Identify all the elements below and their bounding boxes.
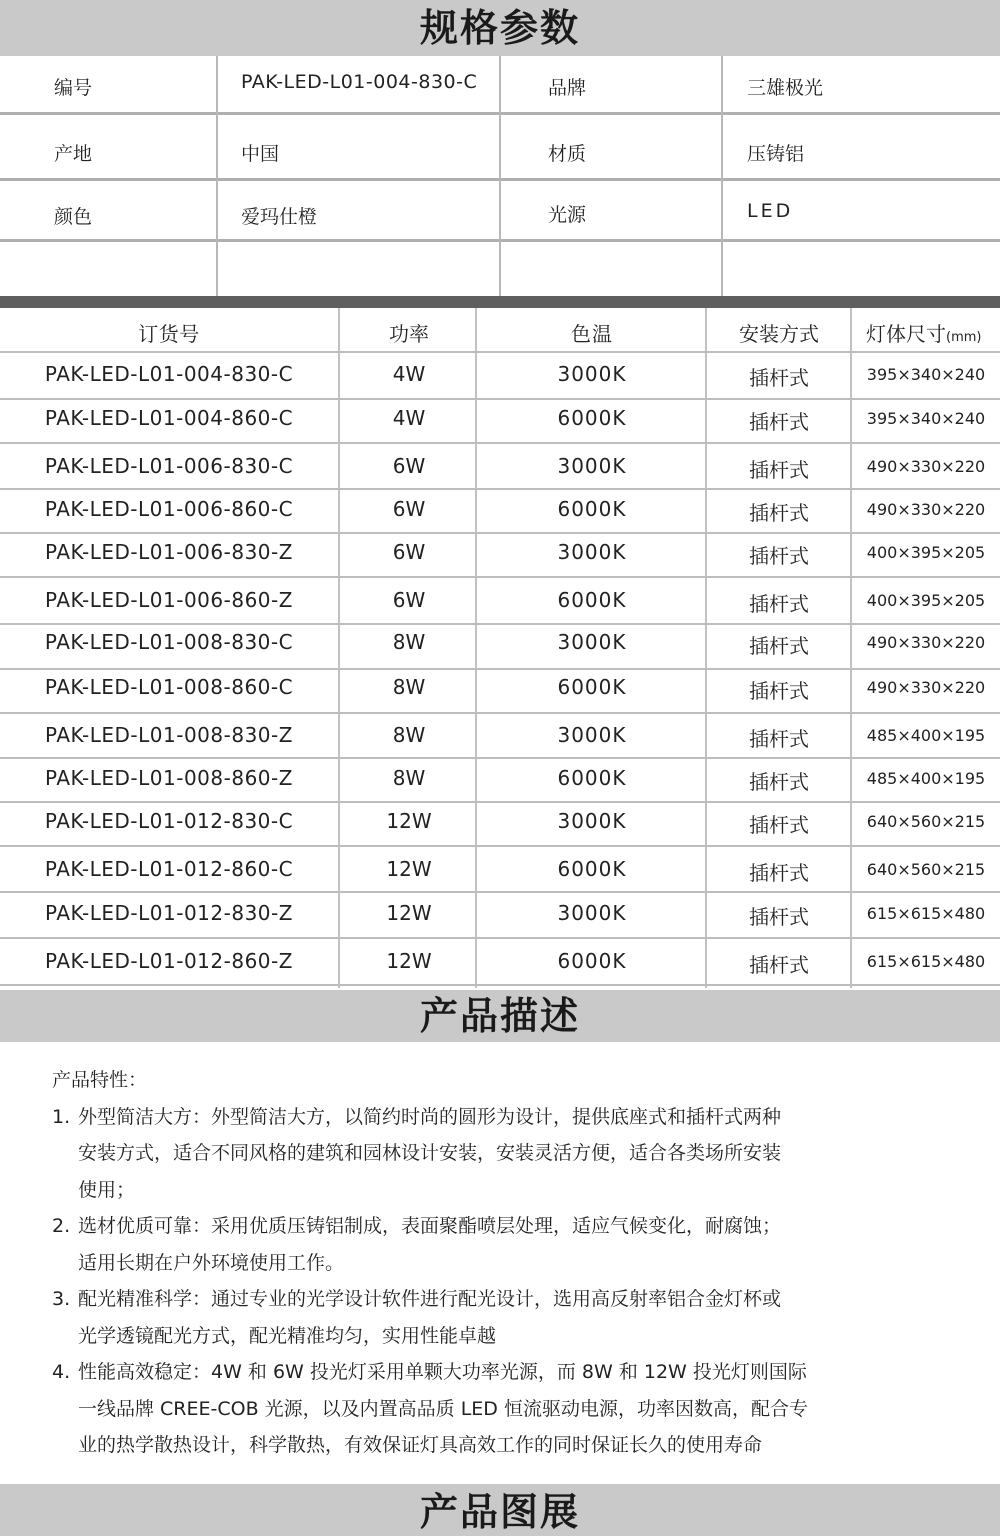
cell-size: 490×330×220 [866,500,986,519]
cell-power: 8W [392,675,426,699]
cell-cct: 3000K [557,454,627,478]
cell-power: 6W [392,588,426,612]
grid-line [0,984,1000,986]
feature-line: 安装方式，适合不同风格的建筑和园林设计安装，安装灵活方便，适合各类场所安装 [78,1142,782,1164]
feature-number: 3. [52,1288,71,1310]
feature-number: 1. [52,1105,71,1128]
header-install: 安装方式 [739,322,819,346]
grid-line [721,56,723,296]
grid-line [0,488,1000,490]
cell-install: 插杆式 [749,544,809,568]
cell-size: 490×330×220 [866,678,986,697]
cell-cct: 6000K [557,675,627,699]
cell-size: 400×395×205 [866,591,986,610]
feature-line: 使用； [78,1178,136,1201]
cell-power: 8W [392,766,426,790]
cell-power: 12W [386,949,432,973]
description-section-banner: 产品描述 [0,990,1000,1042]
cell-size: 485×400×195 [866,726,986,745]
cell-size: 490×330×220 [866,457,986,476]
cell-power: 12W [386,809,432,833]
cell-order-no: PAK-LED-L01-012-860-C [44,857,294,881]
cell-install: 插杆式 [749,366,809,390]
cell-size: 615×615×480 [866,952,986,971]
feature-item [52,1354,952,1464]
product-description [52,1062,952,1464]
cell-order-no: PAK-LED-L01-006-830-Z [45,540,293,564]
grid-line [0,398,1000,400]
cell-power: 12W [386,901,432,925]
grid-line [0,712,1000,714]
cell-install: 插杆式 [749,727,809,751]
header-size [852,318,1000,347]
spec-key-color: 颜色 [54,206,93,228]
feature-line: 外型简洁大方：外型简洁大方，以简约时尚的圆形为设计，提供底座式和插杆式两种 [78,1105,782,1128]
cell-power: 6W [392,497,426,521]
cell-install: 插杆式 [749,410,809,434]
cell-order-no: PAK-LED-L01-008-830-Z [45,723,293,747]
grid-line [216,56,218,296]
feature-line: 一线品牌 CREE-COB 光源，以及内置高品质 LED 恒流驱动电源，功率因数高，配合专 [78,1397,808,1420]
spec-value-material: 压铸铝 [747,143,805,165]
cell-order-no: PAK-LED-L01-004-830-C [44,362,294,386]
features-heading: 产品特性： [52,1069,148,1091]
cell-power: 8W [392,630,426,654]
feature-line: 选材优质可靠：采用优质压铸铝制成，表面聚酯喷层处理，适应气候变化，耐腐蚀； [78,1215,782,1237]
cell-install: 插杆式 [749,634,809,658]
cell-order-no: PAK-LED-L01-012-860-Z [45,949,293,973]
cell-cct: 6000K [557,857,627,881]
grid-line [0,668,1000,670]
cell-install: 插杆式 [749,679,809,703]
header-power: 功率 [389,322,429,346]
grid-line [0,351,1000,353]
grid-line [0,623,1000,625]
cell-install: 插杆式 [749,592,809,616]
cell-power: 6W [392,454,426,478]
feature-number: 4. [52,1361,71,1383]
grid-line [0,532,1000,534]
spec-value-model: PAK-LED-L01-004-830-C [241,71,478,93]
cell-install: 插杆式 [749,953,809,977]
cell-cct: 3000K [557,630,627,654]
spec-section-banner: 规格参数 [0,0,1000,56]
spec-key-material: 材质 [548,143,587,165]
cell-size: 640×560×215 [866,812,986,831]
grid-line [0,937,1000,939]
cell-install: 插杆式 [749,905,809,929]
cell-order-no: PAK-LED-L01-008-860-C [44,675,294,699]
cell-size: 640×560×215 [866,860,986,879]
cell-order-no: PAK-LED-L01-008-830-C [44,630,294,654]
spec-key-light-source: 光源 [548,204,587,226]
cell-cct: 3000K [557,362,627,386]
cell-cct: 6000K [557,766,627,790]
feature-item [52,1208,952,1281]
cell-order-no: PAK-LED-L01-012-830-C [44,809,294,833]
cell-size: 400×395×205 [866,543,986,562]
cell-install: 插杆式 [749,458,809,482]
cell-size: 395×340×240 [866,365,986,384]
grid-line [0,845,1000,847]
grid-line [0,576,1000,578]
cell-cct: 3000K [557,723,627,747]
feature-line: 适用长期在户外环境使用工作。 [78,1251,345,1274]
cell-cct: 6000K [557,406,627,430]
spec-value-color: 爱玛仕橙 [241,206,318,228]
spec-grid [0,56,1000,296]
cell-size: 395×340×240 [866,409,986,428]
cell-order-no: PAK-LED-L01-012-830-Z [45,901,293,925]
gallery-section-banner: 产品图展 [0,1484,1000,1536]
cell-order-no: PAK-LED-L01-008-860-Z [45,766,293,790]
grid-line [0,442,1000,444]
cell-install: 插杆式 [749,861,809,885]
header-cct: 色温 [571,322,613,346]
cell-power: 6W [392,540,426,564]
cell-power: 8W [392,723,426,747]
cell-install: 插杆式 [749,770,809,794]
cell-install: 插杆式 [749,813,809,837]
cell-cct: 6000K [557,588,627,612]
cell-install: 插杆式 [749,501,809,525]
cell-power: 4W [392,362,426,386]
header-order-no: 订货号 [138,322,200,346]
cell-size: 615×615×480 [866,904,986,923]
cell-cct: 6000K [557,497,627,521]
cell-cct: 3000K [557,901,627,925]
cell-cct: 6000K [557,949,627,973]
feature-line: 业的热学散热设计，科学散热，有效保证灯具高效工作的同时保证长久的使用寿命 [78,1434,763,1456]
cell-order-no: PAK-LED-L01-004-860-C [44,406,294,430]
cell-power: 12W [386,857,432,881]
header-size-label: 灯体尺寸 [866,322,946,346]
grid-line [499,56,501,296]
order-table [0,308,1000,988]
cell-size: 490×330×220 [866,633,986,652]
spec-value-brand: 三雄极光 [747,77,824,99]
cell-order-no: PAK-LED-L01-006-830-C [44,454,294,478]
cell-size: 485×400×195 [866,769,986,788]
feature-line: 光学透镜配光方式，配光精准均匀，实用性能卓越 [78,1324,497,1347]
cell-cct: 3000K [557,809,627,833]
cell-power: 4W [392,406,426,430]
grid-line [0,801,1000,803]
feature-line: 配光精准科学：通过专业的光学设计软件进行配光设计，选用高反射率铝合金灯杯或 [78,1288,782,1310]
feature-number: 2. [52,1215,71,1237]
section-divider [0,296,1000,308]
header-size-unit: (mm) [946,330,982,345]
feature-item [52,1281,952,1354]
grid-line [0,891,1000,893]
grid-line [338,308,340,988]
cell-cct: 3000K [557,540,627,564]
spec-key-origin: 产地 [54,143,93,165]
spec-value-light-source: LED [747,200,794,222]
cell-order-no: PAK-LED-L01-006-860-Z [45,588,293,612]
cell-order-no: PAK-LED-L01-006-860-C [44,497,294,521]
spec-key-brand: 品牌 [548,77,587,99]
spec-value-origin: 中国 [241,143,280,165]
grid-line [0,757,1000,759]
spec-key-model: 编号 [54,77,93,99]
feature-item [52,1099,952,1209]
feature-line: 性能高效稳定：4W 和 6W 投光灯采用单颗大功率光源，而 8W 和 12W 投光灯则国际 [78,1361,807,1383]
